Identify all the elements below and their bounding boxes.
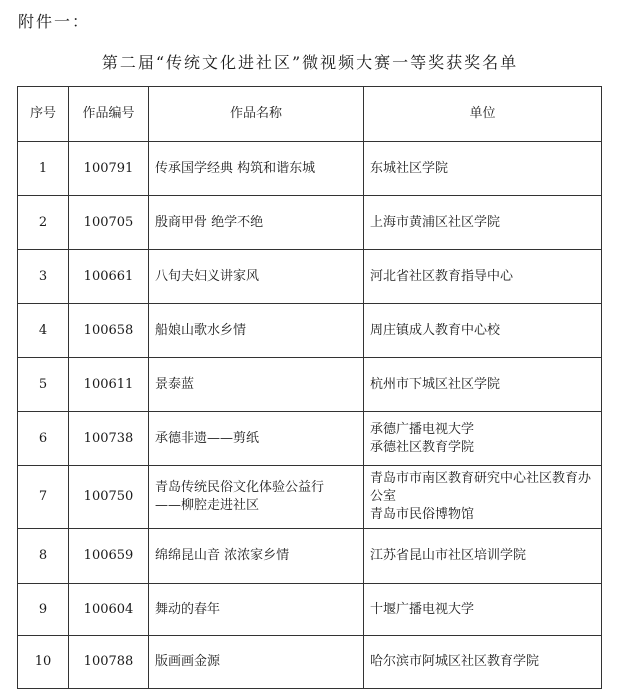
row-entry-id: 100661	[69, 250, 149, 304]
table-row	[18, 142, 602, 196]
row-organization: 青岛市市南区教育研究中心社区教育办公室 青岛市民俗博物馆	[364, 466, 602, 529]
row-serial-number: 5	[18, 358, 69, 412]
row-entry-id: 100738	[69, 412, 149, 466]
row-organization: 上海市黄浦区社区学院	[364, 196, 602, 250]
row-entry-id: 100659	[69, 529, 149, 584]
row-serial-number: 7	[18, 466, 69, 529]
table-row	[18, 412, 602, 466]
row-serial-number: 2	[18, 196, 69, 250]
header-serial-number: 序号	[18, 87, 69, 142]
row-entry-title: 殷商甲骨 绝学不绝	[149, 196, 364, 250]
row-organization: 东城社区学院	[364, 142, 602, 196]
row-entry-id: 100705	[69, 196, 149, 250]
row-entry-id: 100791	[69, 142, 149, 196]
header-organization: 单位	[364, 87, 602, 142]
row-serial-number: 9	[18, 584, 69, 636]
row-entry-id: 100750	[69, 466, 149, 529]
header-entry-title: 作品名称	[149, 87, 364, 142]
document-title: 第二届“传统文化进社区”微视频大赛一等奖获奖名单	[101, 53, 519, 72]
table-row	[18, 529, 602, 584]
row-entry-title: 绵绵昆山音 浓浓家乡情	[149, 529, 364, 584]
row-organization: 十堰广播电视大学	[364, 584, 602, 636]
awards-table	[17, 86, 602, 689]
row-entry-title: 船娘山歌水乡情	[149, 304, 364, 358]
table-row	[18, 466, 602, 529]
table-row	[18, 584, 602, 636]
row-entry-title: 舞动的春年	[149, 584, 364, 636]
table-header-row	[18, 87, 602, 142]
row-entry-id: 100604	[69, 584, 149, 636]
row-entry-title: 版画画金源	[149, 636, 364, 689]
row-entry-title: 传承国学经典 构筑和谐东城	[149, 142, 364, 196]
row-entry-id: 100611	[69, 358, 149, 412]
row-organization: 河北省社区教育指导中心	[364, 250, 602, 304]
row-serial-number: 10	[18, 636, 69, 689]
attachment-label: 附件一：	[18, 12, 91, 31]
row-organization: 江苏省昆山市社区培训学院	[364, 529, 602, 584]
row-serial-number: 1	[18, 142, 69, 196]
row-entry-title: 承德非遗——剪纸	[149, 412, 364, 466]
row-entry-title: 景泰蓝	[149, 358, 364, 412]
row-entry-title: 青岛传统民俗文化体验公益行 ——柳腔走进社区	[149, 466, 364, 529]
row-organization: 承德广播电视大学 承德社区教育学院	[364, 412, 602, 466]
table-row	[18, 304, 602, 358]
row-organization: 周庄镇成人教育中心校	[364, 304, 602, 358]
row-serial-number: 8	[18, 529, 69, 584]
row-serial-number: 3	[18, 250, 69, 304]
row-entry-id: 100658	[69, 304, 149, 358]
row-organization: 杭州市下城区社区学院	[364, 358, 602, 412]
row-entry-id: 100788	[69, 636, 149, 689]
row-organization: 哈尔滨市阿城区社区教育学院	[364, 636, 602, 689]
row-serial-number: 6	[18, 412, 69, 466]
header-entry-id: 作品编号	[69, 87, 149, 142]
table-row	[18, 636, 602, 689]
table-row	[18, 196, 602, 250]
row-serial-number: 4	[18, 304, 69, 358]
row-entry-title: 八旬夫妇义讲家风	[149, 250, 364, 304]
table-row	[18, 358, 602, 412]
table-row	[18, 250, 602, 304]
